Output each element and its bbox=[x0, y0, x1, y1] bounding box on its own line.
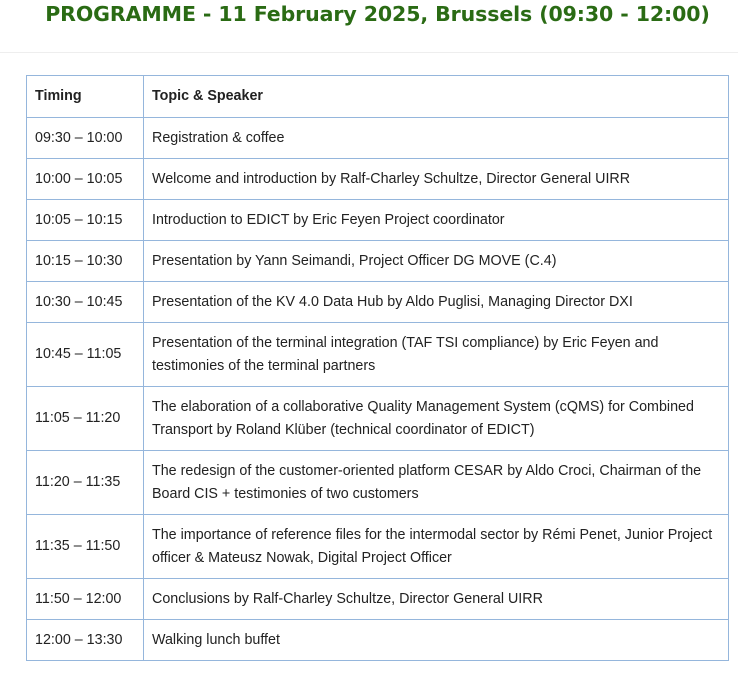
title-divider bbox=[0, 52, 738, 53]
table-row bbox=[27, 387, 729, 451]
topic-cell: Walking lunch buffet bbox=[144, 620, 729, 661]
table-row bbox=[27, 118, 729, 159]
time-cell: 11:20 – 11:35 bbox=[27, 451, 144, 515]
page-title: PROGRAMME - 11 February 2025, Brussels (09:30 - 12:00) bbox=[45, 2, 710, 26]
time-cell: 10:00 – 10:05 bbox=[27, 159, 144, 200]
table-row bbox=[27, 579, 729, 620]
topic-cell: Presentation of the terminal integration (TAF TSI compliance) by Eric Feyen and testimonies of the terminal partners bbox=[144, 323, 729, 387]
time-cell: 10:30 – 10:45 bbox=[27, 282, 144, 323]
table-row bbox=[27, 200, 729, 241]
topic-cell: Presentation of the KV 4.0 Data Hub by Aldo Puglisi, Managing Director DXI bbox=[144, 282, 729, 323]
time-cell: 12:00 – 13:30 bbox=[27, 620, 144, 661]
time-cell: 11:35 – 11:50 bbox=[27, 515, 144, 579]
column-header-timing: Timing bbox=[27, 76, 144, 118]
table-row bbox=[27, 323, 729, 387]
topic-cell: Registration & coffee bbox=[144, 118, 729, 159]
time-cell: 10:05 – 10:15 bbox=[27, 200, 144, 241]
table-header-row bbox=[27, 76, 729, 118]
topic-cell: The redesign of the customer-oriented platform CESAR by Aldo Croci, Chairman of the Board CIS + testimonies of two customers bbox=[144, 451, 729, 515]
table-row bbox=[27, 515, 729, 579]
topic-cell: Welcome and introduction by Ralf-Charley Schultze, Director General UIRR bbox=[144, 159, 729, 200]
table-row bbox=[27, 282, 729, 323]
topic-cell: Presentation by Yann Seimandi, Project Officer DG MOVE (C.4) bbox=[144, 241, 729, 282]
table-row bbox=[27, 620, 729, 661]
time-cell: 10:45 – 11:05 bbox=[27, 323, 144, 387]
topic-cell: Conclusions by Ralf-Charley Schultze, Director General UIRR bbox=[144, 579, 729, 620]
time-cell: 09:30 – 10:00 bbox=[27, 118, 144, 159]
table-row bbox=[27, 159, 729, 200]
column-header-topic: Topic & Speaker bbox=[144, 76, 729, 118]
topic-cell: Introduction to EDICT by Eric Feyen Project coordinator bbox=[144, 200, 729, 241]
time-cell: 11:05 – 11:20 bbox=[27, 387, 144, 451]
topic-cell: The importance of reference files for the intermodal sector by Rémi Penet, Junior Project officer & Mateusz Nowak, Digital Project Officer bbox=[144, 515, 729, 579]
table-row bbox=[27, 241, 729, 282]
topic-cell: The elaboration of a collaborative Quality Management System (cQMS) for Combined Transport by Roland Klüber (technical coordinator of EDICT) bbox=[144, 387, 729, 451]
time-cell: 10:15 – 10:30 bbox=[27, 241, 144, 282]
time-cell: 11:50 – 12:00 bbox=[27, 579, 144, 620]
programme-table bbox=[26, 75, 729, 661]
table-row bbox=[27, 451, 729, 515]
